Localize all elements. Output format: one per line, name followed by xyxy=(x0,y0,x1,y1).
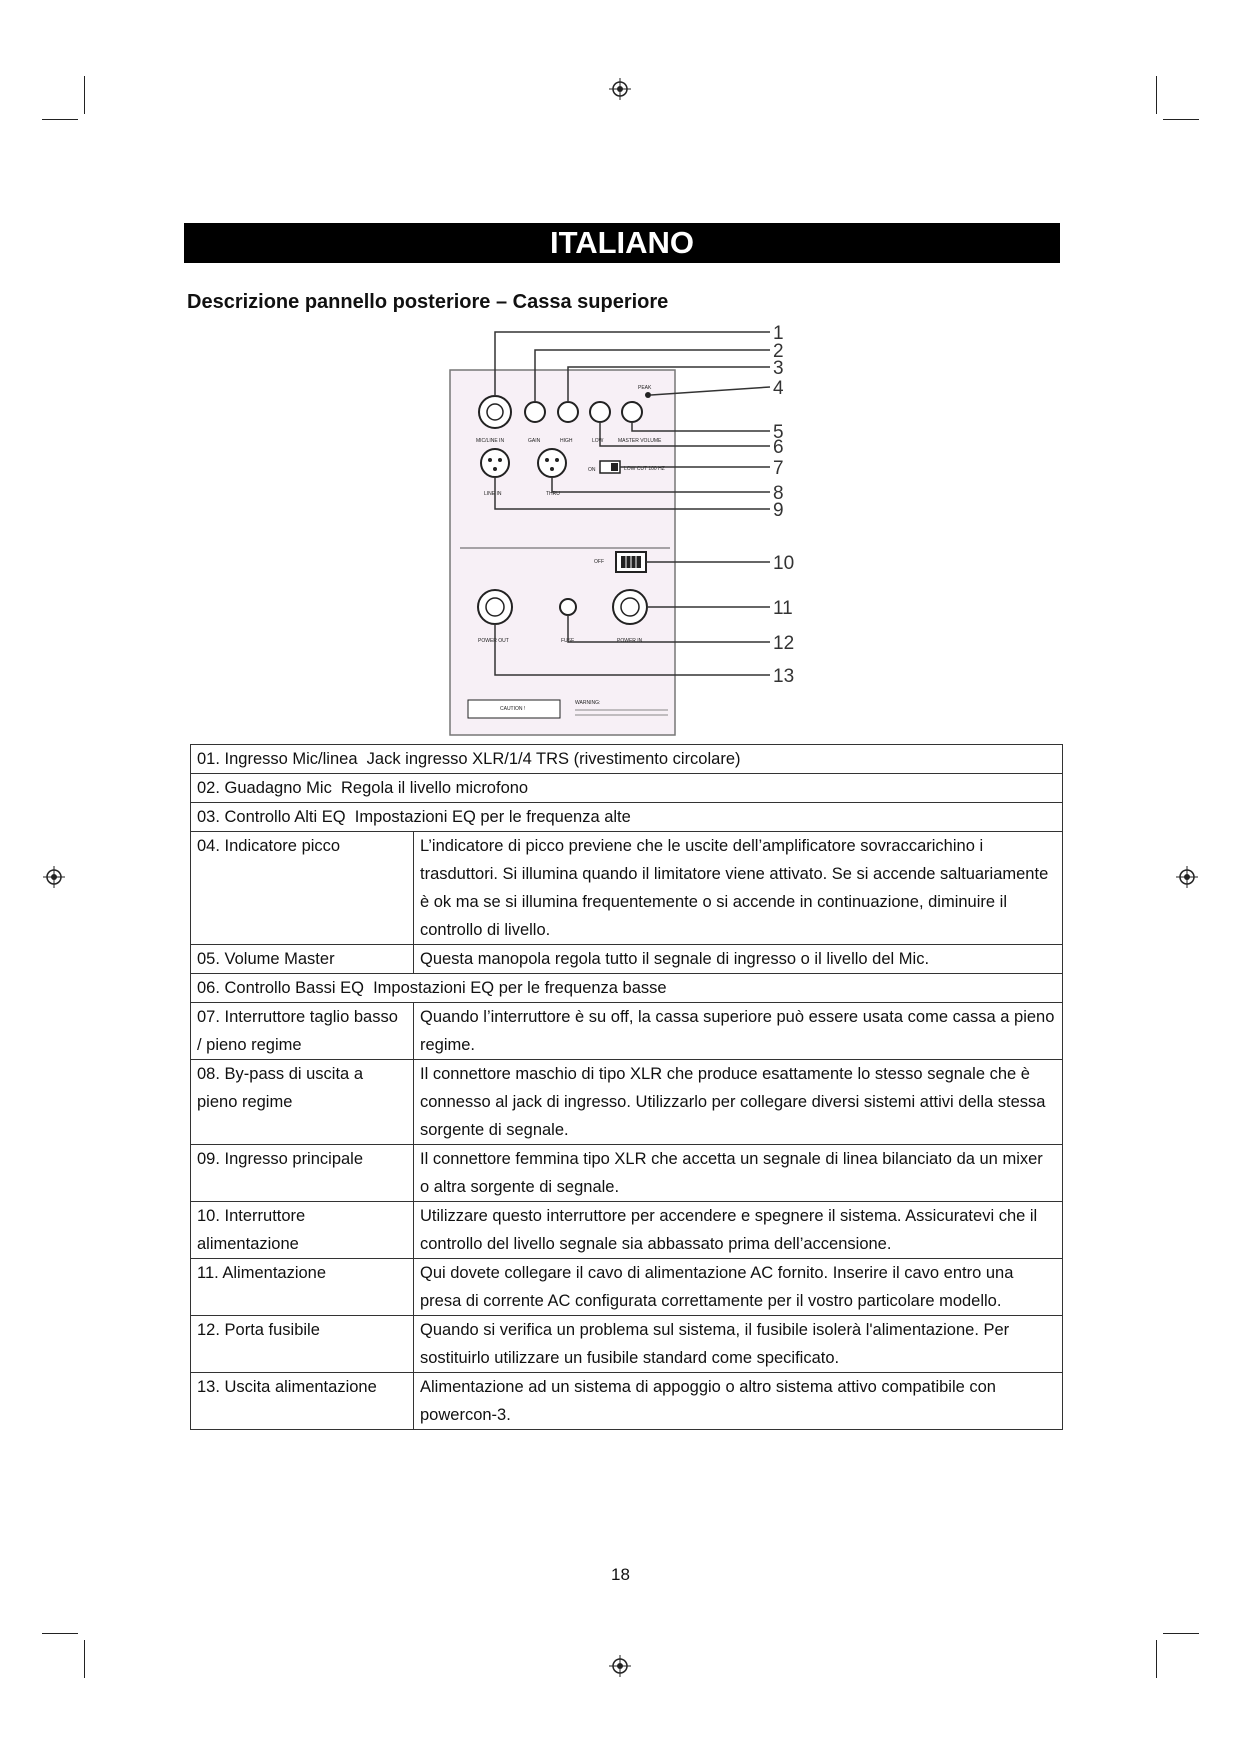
language-banner: ITALIANO xyxy=(184,223,1060,263)
row-label: 04. Indicatore picco xyxy=(191,832,414,945)
table-row xyxy=(191,945,1063,974)
row-description: Quando si verifica un problema sul sistema, il fusibile isolerà l'alimentazione. Per sostituirlo utilizzare un fusibile standard come specificato. xyxy=(414,1316,1063,1373)
panel-label-gain: GAIN xyxy=(528,438,541,444)
combo-jack xyxy=(479,396,511,428)
master-volume-knob xyxy=(622,402,642,422)
panel-label-on: ON xyxy=(588,467,596,473)
row-description: Qui dovete collegare il cavo di alimentazione AC fornito. Inserire il cavo entro una presa di corrente AC configurata correttamente per il vostro particolare modello. xyxy=(414,1259,1063,1316)
row-description: Il connettore maschio di tipo XLR che produce esattamente lo stesso segnale che è connesso al jack di ingresso. Utilizzarlo per collegare diversi sistemi attivi della stessa sorgente di segnale. xyxy=(414,1060,1063,1145)
table-row xyxy=(191,1060,1063,1145)
table-row xyxy=(191,832,1063,945)
callout-number: 6 xyxy=(773,437,784,458)
crop-mark xyxy=(1163,1633,1199,1634)
registration-mark-icon xyxy=(609,78,631,100)
crop-mark xyxy=(84,76,85,114)
table-cell xyxy=(191,774,1063,803)
crop-mark xyxy=(1163,119,1199,120)
table-row xyxy=(191,1145,1063,1202)
table-row xyxy=(191,803,1063,832)
panel-label-power-out: POWER OUT xyxy=(478,638,509,644)
panel-label-off: OFF xyxy=(594,559,604,565)
table-row xyxy=(191,1259,1063,1316)
row-description: Jack ingresso XLR/1/4 TRS (rivestimento circolare) xyxy=(366,750,741,768)
panel-label-low: LOW xyxy=(592,438,604,444)
callout-number: 1 xyxy=(773,323,784,344)
panel-label-warning: WARNING: xyxy=(575,700,601,706)
panel-label-thru: THRU xyxy=(546,491,560,497)
callout-number: 12 xyxy=(773,633,795,654)
callout-number: 5 xyxy=(773,422,784,443)
fuse-holder xyxy=(560,599,576,615)
row-label: 01. Ingresso Mic/linea xyxy=(197,750,358,768)
panel-label-high: HIGH xyxy=(560,438,573,444)
xlr-line-in xyxy=(481,449,509,477)
table-row xyxy=(191,1373,1063,1430)
panel-label-fuse: FUSE xyxy=(561,638,575,644)
panel-label-power-in: POWER IN xyxy=(617,638,643,644)
power-in-connector xyxy=(613,590,647,624)
table-row xyxy=(191,1316,1063,1373)
row-label: 10. Interruttore alimentazione xyxy=(191,1202,414,1259)
rear-panel-diagram xyxy=(440,320,820,740)
row-label: 06. Controllo Bassi EQ xyxy=(197,979,364,997)
panel-label-low-cut: LOW CUT 100 HZ xyxy=(624,466,665,472)
row-label: 11. Alimentazione xyxy=(191,1259,414,1316)
callout-number: 3 xyxy=(773,358,784,379)
row-description: Quando l’interruttore è su off, la cassa superiore può essere usata come cassa a pieno regime. xyxy=(414,1003,1063,1060)
table-row xyxy=(191,1003,1063,1060)
spec-table xyxy=(190,744,1063,1430)
table-cell xyxy=(191,745,1063,774)
registration-mark-icon xyxy=(609,1655,631,1677)
row-label: 13. Uscita alimentazione xyxy=(191,1373,414,1430)
low-knob xyxy=(590,402,610,422)
table-row xyxy=(191,1202,1063,1259)
panel-label-mic-line-in: MIC/LINE IN xyxy=(476,438,505,444)
callout-number: 13 xyxy=(773,666,795,687)
xlr-thru xyxy=(538,449,566,477)
table-cell xyxy=(191,974,1063,1003)
row-label: 12. Porta fusibile xyxy=(191,1316,414,1373)
callout-number: 10 xyxy=(773,553,795,574)
registration-mark-icon xyxy=(1176,866,1198,888)
panel-label-master-volume: MASTER VOLUME xyxy=(618,438,662,444)
row-label: 08. By-pass di uscita a pieno regime xyxy=(191,1060,414,1145)
table-row xyxy=(191,745,1063,774)
page-number: 18 xyxy=(611,1565,630,1584)
callout-number: 2 xyxy=(773,341,784,362)
callout-number: 9 xyxy=(773,500,784,521)
row-label: 03. Controllo Alti EQ xyxy=(197,808,346,826)
row-label: 07. Interruttore taglio basso / pieno regime xyxy=(191,1003,414,1060)
panel-label-caution: CAUTION ! xyxy=(500,706,526,712)
row-description: Regola il livello microfono xyxy=(341,779,529,797)
table-row xyxy=(191,774,1063,803)
row-label: 02. Guadagno Mic xyxy=(197,779,332,797)
crop-mark xyxy=(84,1640,85,1678)
registration-mark-icon xyxy=(43,866,65,888)
callout-number: 4 xyxy=(773,378,784,399)
crop-mark xyxy=(42,1633,78,1634)
callout-number: 11 xyxy=(773,598,793,619)
crop-mark xyxy=(1156,1640,1157,1678)
high-knob xyxy=(558,402,578,422)
row-description: Questa manopola regola tutto il segnale di ingresso o il livello del Mic. xyxy=(414,945,1063,974)
gain-knob xyxy=(525,402,545,422)
row-description: Utilizzare questo interruttore per accendere e spegnere il sistema. Assicuratevi che il controllo del livello segnale sia abbassato prima dell’accensione. xyxy=(414,1202,1063,1259)
power-out-connector xyxy=(478,590,512,624)
row-description: Alimentazione ad un sistema di appoggio o altro sistema attivo compatibile con powercon-3. xyxy=(414,1373,1063,1430)
callout-number: 7 xyxy=(773,458,784,479)
peak-led xyxy=(645,392,651,398)
row-description: Impostazioni EQ per le frequenza alte xyxy=(354,808,631,826)
row-description: Impostazioni EQ per le frequenza basse xyxy=(373,979,667,997)
row-description: Il connettore femmina tipo XLR che accetta un segnale di linea bilanciato da un mixer o altra sorgente di segnale. xyxy=(414,1145,1063,1202)
callout-number: 8 xyxy=(773,483,784,504)
table-row xyxy=(191,974,1063,1003)
panel-label-peak: PEAK xyxy=(638,385,652,391)
row-description: L’indicatore di picco previene che le uscite dell’amplificatore sovraccarichino i trasduttori. Si illumina quando il limitatore viene attivato. Se si accende saltuariamente è ok ma se si illumina frequentemente o si accende in continuazione, diminuire il controllo di livello. xyxy=(414,832,1063,945)
panel-label-line-in: LINE IN xyxy=(484,491,502,497)
row-label: 09. Ingresso principale xyxy=(191,1145,414,1202)
table-cell xyxy=(191,803,1063,832)
crop-mark xyxy=(1156,76,1157,114)
section-title: Descrizione pannello posteriore – Cassa superiore xyxy=(187,291,669,313)
crop-mark xyxy=(42,119,78,120)
row-label: 05. Volume Master xyxy=(191,945,414,974)
